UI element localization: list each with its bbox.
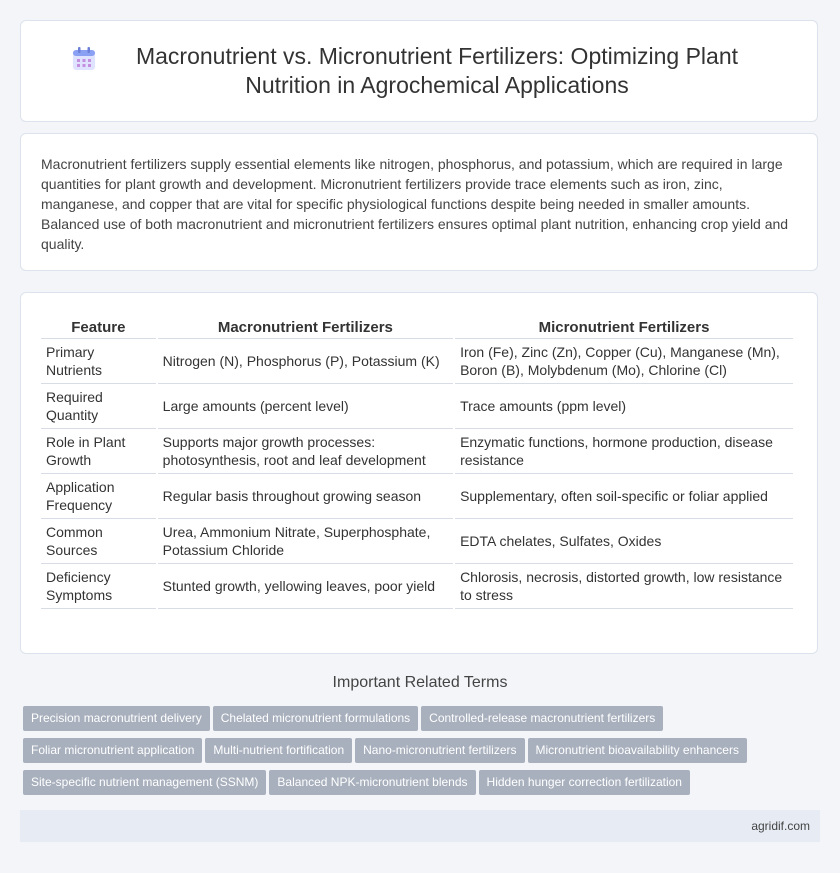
related-term-tag[interactable]: Micronutrient bioavailability enhancers (528, 738, 747, 763)
table-row (41, 384, 793, 429)
related-term-tag[interactable]: Controlled-release macronutrient fertilizers (421, 706, 663, 731)
calendar-icon (71, 46, 97, 72)
table-cell: Trace amounts (ppm level) (455, 384, 793, 429)
table-cell: Role in Plant Growth (41, 429, 156, 474)
related-term-tag[interactable]: Precision macronutrient delivery (23, 706, 210, 731)
table-cell: Regular basis throughout growing season (158, 474, 453, 519)
table-header-row (41, 313, 793, 339)
footer (20, 810, 820, 842)
table-row (41, 474, 793, 519)
table-cell: Deficiency Symptoms (41, 564, 156, 609)
table-cell: Chlorosis, necrosis, distorted growth, low resistance to stress (455, 564, 793, 609)
table-cell: Application Frequency (41, 474, 156, 519)
column-header: Feature (41, 313, 156, 339)
table-cell: Supports major growth processes: photosynthesis, root and leaf development (158, 429, 453, 474)
table-cell: Stunted growth, yellowing leaves, poor yield (158, 564, 453, 609)
related-term-tag[interactable]: Foliar micronutrient application (23, 738, 202, 763)
related-terms-title: Important Related Terms (332, 674, 508, 691)
title-card (20, 20, 818, 122)
table-row (41, 429, 793, 474)
table-row (41, 339, 793, 384)
table-row (41, 519, 793, 564)
related-term-tag[interactable]: Chelated micronutrient formulations (213, 706, 418, 731)
column-header: Macronutrient Fertilizers (158, 313, 453, 339)
related-term-tag[interactable]: Nano-micronutrient fertilizers (355, 738, 524, 763)
table-cell: Iron (Fe), Zinc (Zn), Copper (Cu), Manganese (Mn), Boron (B), Molybdenum (Mo), Chlorine (Cl) (455, 339, 793, 384)
footer-site-link[interactable]: agridif.com (751, 819, 810, 833)
table-cell: Large amounts (percent level) (158, 384, 453, 429)
table-cell: Nitrogen (N), Phosphorus (P), Potassium (K) (158, 339, 453, 384)
intro-card (20, 133, 818, 271)
table-cell: Urea, Ammonium Nitrate, Superphosphate, Potassium Chloride (158, 519, 453, 564)
comparison-table (39, 313, 795, 609)
table-cell: Required Quantity (41, 384, 156, 429)
related-term-tag[interactable]: Site-specific nutrient management (SSNM) (23, 770, 266, 795)
column-header: Micronutrient Fertilizers (455, 313, 793, 339)
related-term-tag[interactable]: Multi-nutrient fortification (205, 738, 352, 763)
table-row (41, 564, 793, 609)
table-cell: Enzymatic functions, hormone production, disease resistance (455, 429, 793, 474)
page-title: Macronutrient vs. Micronutrient Fertilizers: Optimizing Plant Nutrition in Agrochemical Applications (135, 43, 739, 98)
related-term-tag[interactable]: Hidden hunger correction fertilization (479, 770, 690, 795)
intro-paragraph: Macronutrient fertilizers supply essential elements like nitrogen, phosphorus, and potassium, which are required in large quantities for plant growth and development. Micronutrient fertilizers provide trace elements such as iron, zinc, manganese, and copper that are vital for specific physiological functions despite being needed in smaller amounts. Balanced use of both macronutrient and micronutrient fertilizers ensures optimal plant nutrition, enhancing crop yield and quality. (41, 156, 789, 252)
related-terms-list (23, 706, 823, 802)
table-cell: Common Sources (41, 519, 156, 564)
table-cell: Supplementary, often soil-specific or foliar applied (455, 474, 793, 519)
related-term-tag[interactable]: Balanced NPK-micronutrient blends (269, 770, 475, 795)
table-cell: EDTA chelates, Sulfates, Oxides (455, 519, 793, 564)
table-cell: Primary Nutrients (41, 339, 156, 384)
comparison-table-card (20, 292, 818, 654)
